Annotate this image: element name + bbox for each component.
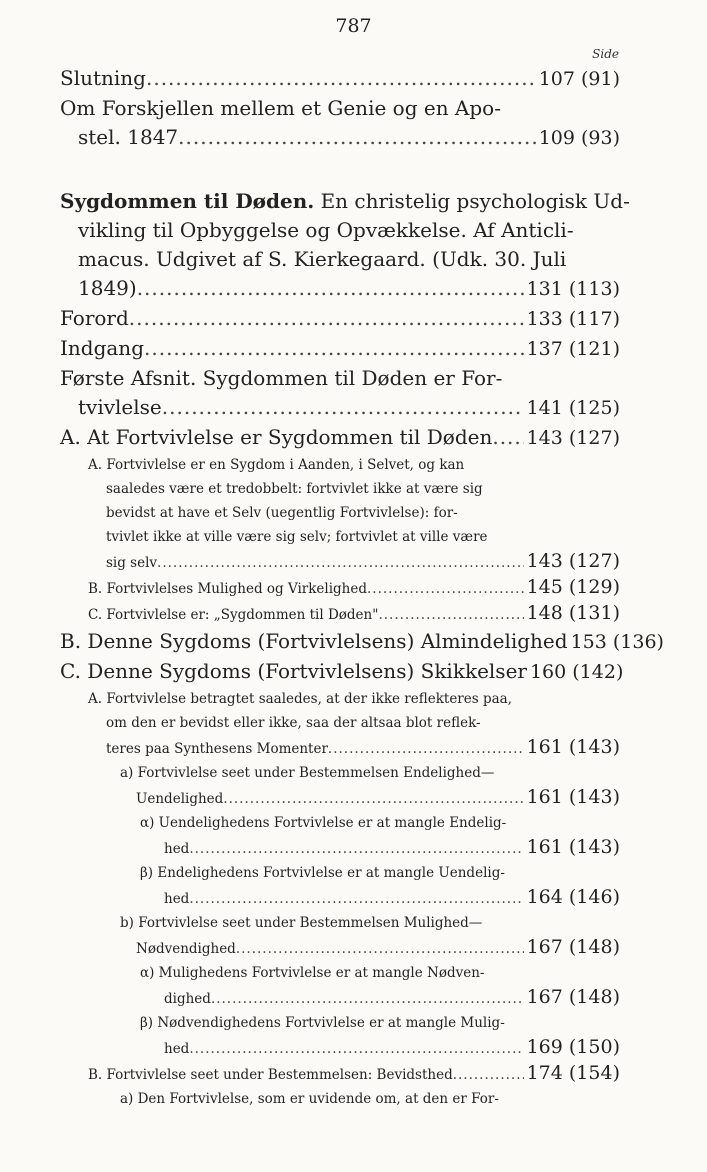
entry-title: A. At Fortvivlelse er Sygdommen til Døden [60,425,493,449]
leader-dots [367,577,524,601]
entry-title: B. Denne Sygdoms (Fortvivlelsens) Almindelighed [60,629,568,653]
toc-entry-work-title [60,187,630,304]
entry-line: α) Uendelighedens Fortvivlelse er at mangle Endelig- [140,815,507,831]
page-ref: 131 (113) [526,278,620,300]
entry-title: sig selv [106,555,158,571]
leader-dots [146,64,536,93]
toc-entry [60,601,620,627]
entry-line: A. Fortvivlelse er en Sygdom i Aanden, i Selvet, og kan [88,457,465,473]
entry-line: macus. Udgivet af S. Kierkegaard. (Udk. 30. Juli [78,247,567,271]
entry-line: β) Nødvendighedens Fortvivlelse er at mangle Mulig- [140,1015,505,1031]
entry-line: om den er bevidst eller ikke, saa der altsaa blot reflek- [106,715,481,731]
column-label-side: Side [592,47,619,61]
page-ref: 161 (143) [526,786,620,808]
entry-line: a) Fortvivlelse seet under Bestemmelsen Endelighed— [120,765,495,781]
page-ref: 169 (150) [526,1036,620,1058]
leader-dots [236,937,524,961]
toc-entry [60,761,620,811]
page-ref: 137 (121) [526,338,620,360]
toc-entry [60,1011,620,1061]
entry-line: saaledes være et tredobbelt: fortvivlet ikke at være sig [106,481,483,497]
leader-dots [178,123,536,152]
page-number: 787 [335,15,372,37]
entry-title: hed [164,1041,190,1057]
entry-title: Slutning [60,66,146,90]
page-ref: 109 (93) [538,127,620,149]
toc-entry [60,364,620,423]
toc-entry [60,453,620,575]
leader-dots [162,393,524,422]
table-of-contents [60,64,664,1111]
toc-entry [60,861,620,911]
toc-entry [60,687,620,761]
entry-line: a) Den Fortvivlelse, som er uvidende om, at den er For- [120,1091,499,1107]
leader-dots [492,423,523,452]
toc-entry [60,961,620,1011]
leader-dots [328,737,524,761]
entry-title: teres paa Synthesens Momenter [106,741,328,757]
page-ref: 148 (131) [526,602,620,624]
toc-entry [60,64,620,94]
leader-dots [157,551,524,575]
leader-dots [129,304,524,333]
entry-title: C. Fortvivlelse er: „Sygdommen til Døden" [88,607,379,623]
toc-entry [60,627,664,657]
entry-line: Om Forskjellen mellem et Genie og en Apo- [60,96,501,120]
page-ref: 141 (125) [526,397,620,419]
entry-line: Sygdommen til Døden. En christelig psychologisk Ud- [60,189,630,213]
page-ref: 164 (146) [526,886,620,908]
leader-dots [189,887,523,911]
entry-line: Første Afsnit. Sygdommen til Døden er For- [60,366,503,390]
page-ref: 174 (154) [526,1062,620,1084]
toc-entry [60,94,620,153]
work-title-bold: Sygdommen til Døden. [60,189,315,213]
entry-title: stel. 1847 [78,125,179,149]
entry-title: dighed [164,991,211,1007]
entry-title: Uendelighed [136,791,224,807]
entry-line: bevidst at have et Selv (uegentlig Fortvivlelse): for- [106,505,458,521]
entry-title: Indgang [60,336,144,360]
entry-title: hed [164,841,190,857]
entry-line: β) Endelighedens Fortvivlelse er at mangle Uendelig- [140,865,505,881]
leader-dots [189,1037,523,1061]
entry-title: Nødvendighed [136,941,236,957]
toc-entry [60,304,620,334]
leader-dots [223,787,523,811]
leader-dots [453,1063,524,1087]
page-ref: 167 (148) [526,936,620,958]
page-ref: 133 (117) [526,308,620,330]
page-ref: 143 (127) [526,550,620,572]
entry-title: tvivlelse [78,395,162,419]
entry-title: Forord [60,306,129,330]
page-ref: 160 (142) [529,661,624,683]
page-ref: 161 (143) [526,736,620,758]
entry-title: B. Fortvivlelse seet under Bestemmelsen: Bevidsthed [88,1067,453,1083]
entry-line: A. Fortvivlelse betragtet saaledes, at der ikke reflekteres paa, [88,691,512,707]
page-ref: 167 (148) [526,986,620,1008]
toc-entry [60,657,624,687]
entry-title: C. Denne Sygdoms (Fortvivlelsens) Skikkelser [60,659,527,683]
toc-entry [60,911,620,961]
entry-title: 1849) [78,276,137,300]
leader-dots [189,837,523,861]
leader-dots [211,987,524,1011]
page-ref: 143 (127) [526,427,620,449]
toc-entry [60,1061,620,1087]
entry-line: b) Fortvivlelse seet under Bestemmelsen Mulighed— [120,915,483,931]
page-ref: 145 (129) [526,576,620,598]
toc-entry [60,575,620,601]
toc-entry [60,334,620,364]
entry-line: vikling til Opbyggelse og Opvækkelse. Af Anticli- [78,218,574,242]
toc-entry [60,811,620,861]
page-ref: 153 (136) [570,631,664,653]
entry-line: α) Mulighedens Fortvivlelse er at mangle Nødven- [140,965,485,981]
toc-entry [60,423,620,453]
page-ref: 107 (91) [538,68,620,90]
leader-dots [378,603,523,627]
entry-title: hed [164,891,190,907]
entry-line: tvivlet ikke at ville være sig selv; fortvivlet at ville være [106,529,488,545]
entry-title: B. Fortvivlelses Mulighed og Virkelighed [88,581,367,597]
leader-dots [137,274,524,303]
page-ref: 161 (143) [526,836,620,858]
leader-dots [144,334,524,363]
toc-entry-continued [60,1087,620,1111]
